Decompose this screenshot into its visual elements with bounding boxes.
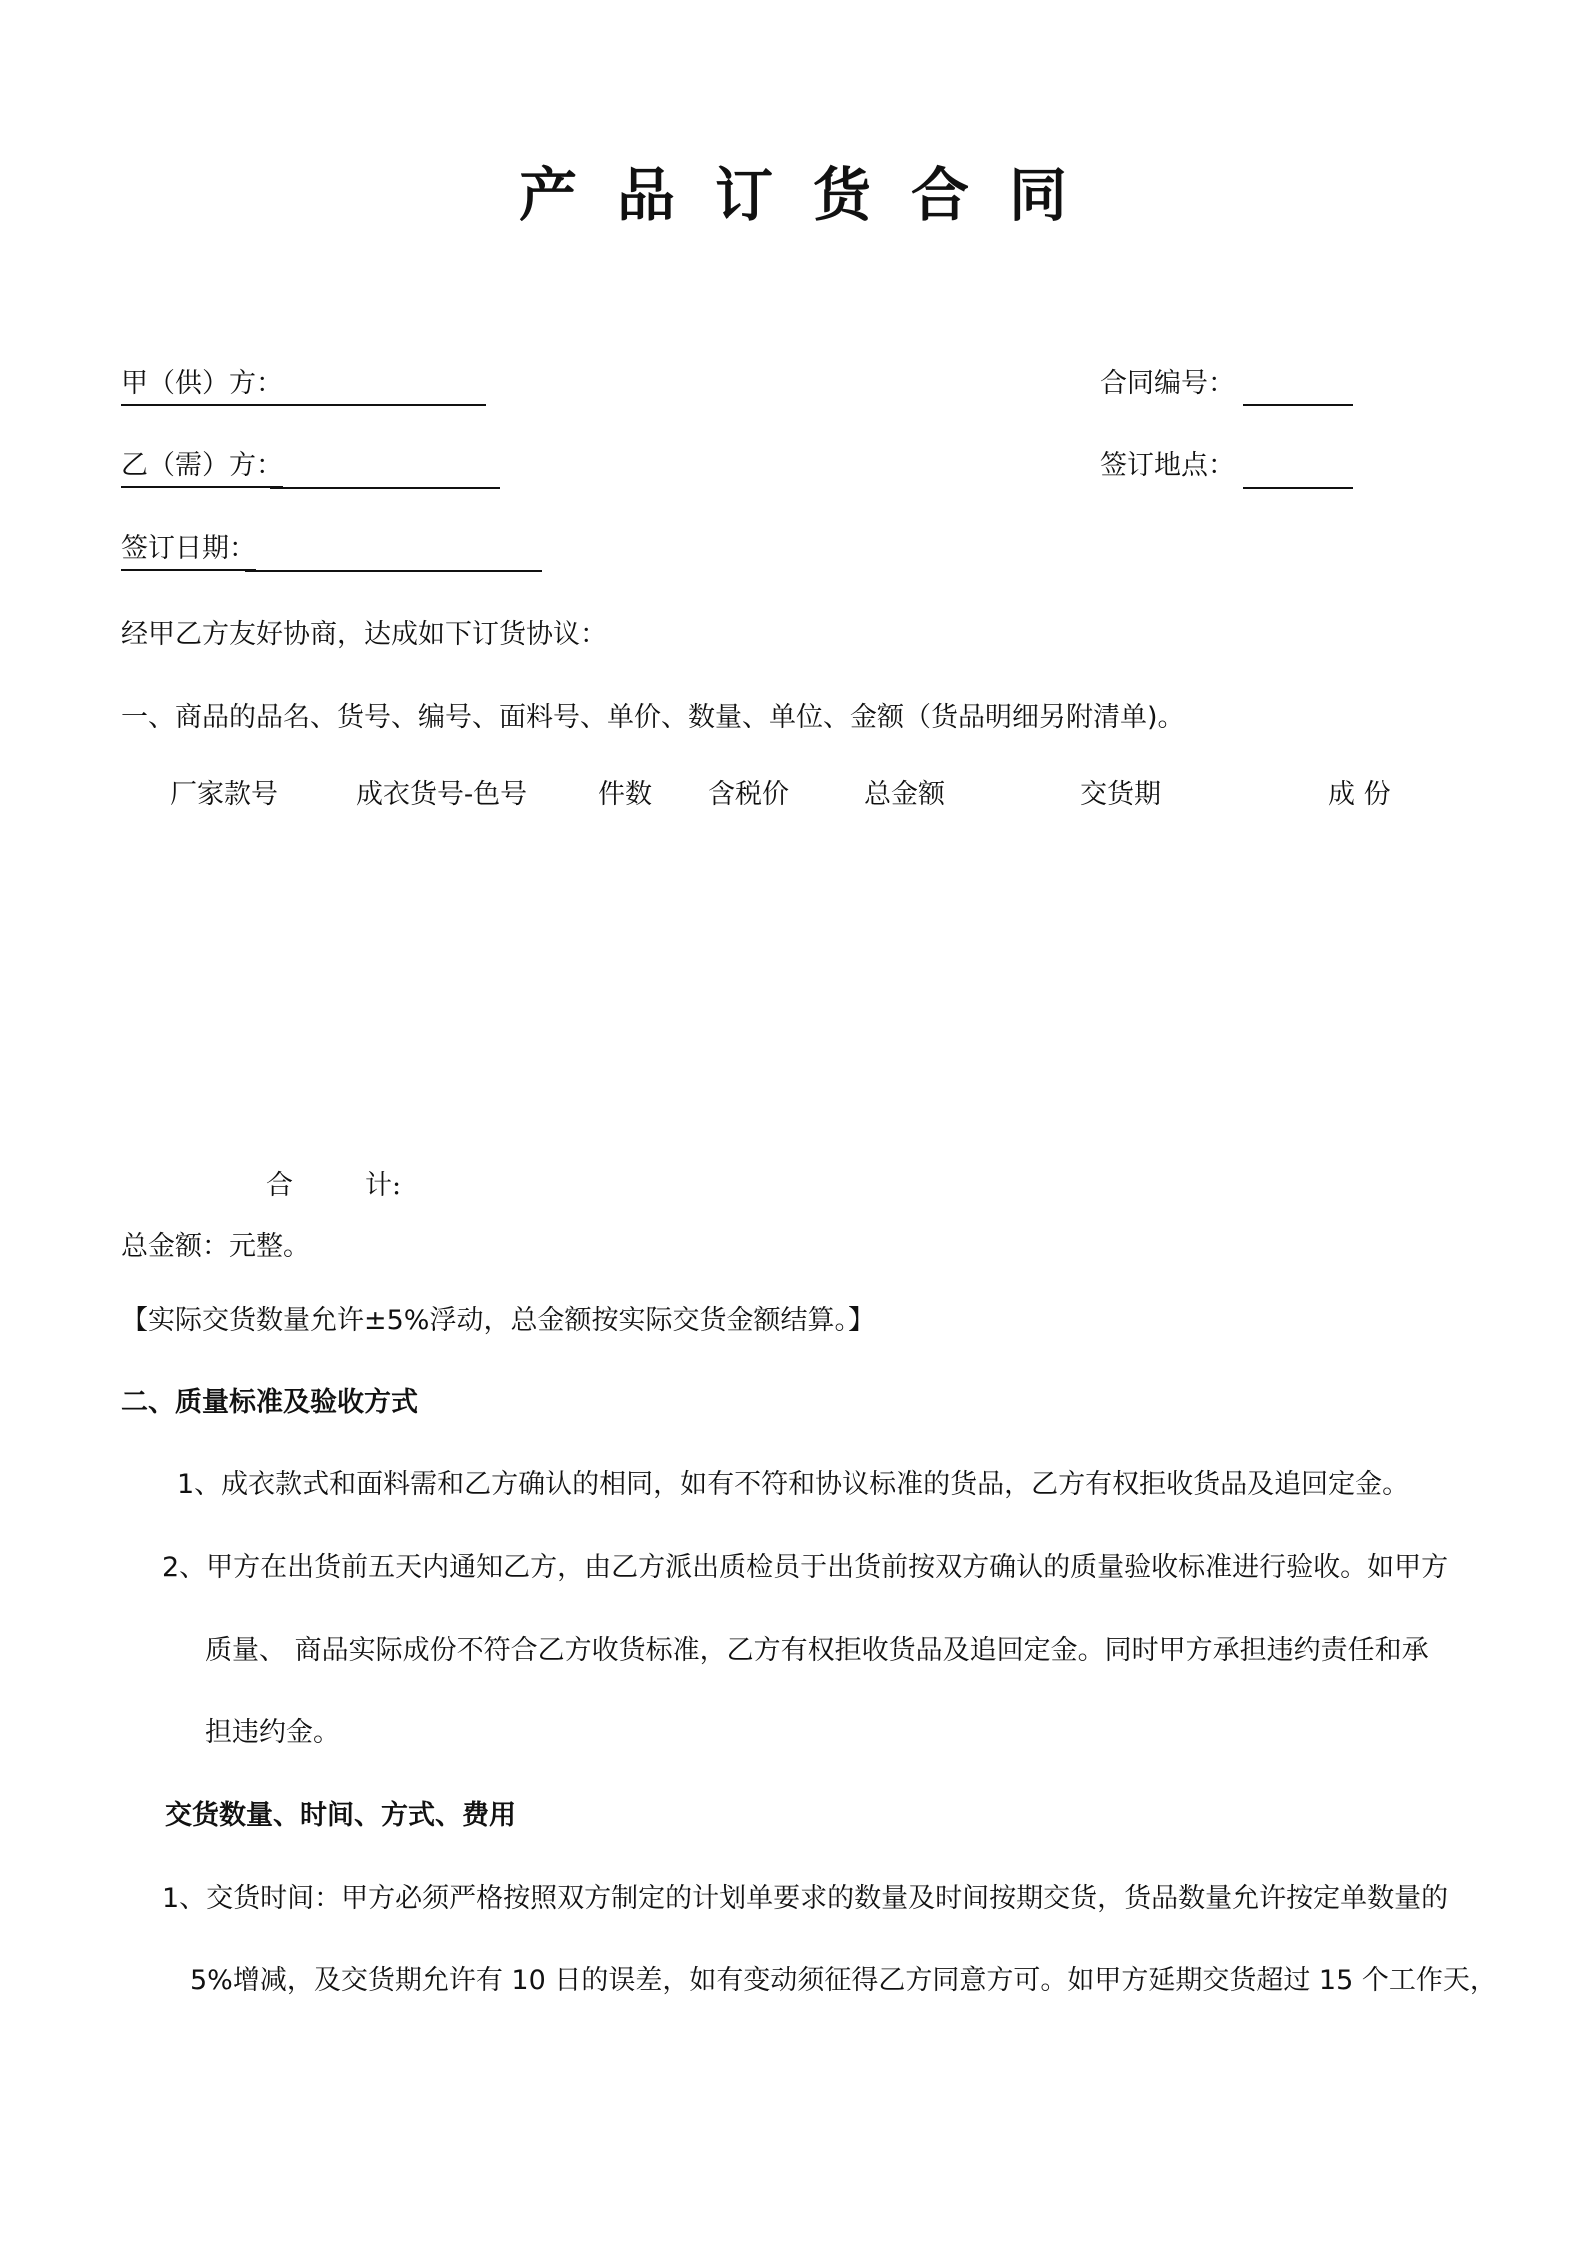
contract-no-label: 合同编号：: [1100, 368, 1235, 399]
section2-item1: 1、成衣款式和面料需和乙方确认的相同，如有不符和协议标准的货品，乙方有权拒收货品及追回定金。: [177, 1469, 1410, 1500]
section3-item1-line2: 5%增减，及交货期允许有 10 日的误差，如有变动须征得乙方同意方可。如甲方延期交货超过 15 个工作天，: [190, 1965, 1497, 1996]
page-title: 产品订货合同: [518, 161, 1107, 229]
intro-text: 经甲乙方友好协商，达成如下订货协议：: [121, 619, 607, 650]
section2-item2-line3: 担违约金。: [205, 1717, 340, 1748]
sign-place-label: 签订地点：: [1100, 450, 1235, 481]
section2-heading: 二、质量标准及验收方式: [121, 1387, 418, 1418]
section2-item2-line1: 2、甲方在出货前五天内通知乙方，由乙方派出质检员于出货前按双方确认的质量验收标准进行验收。如甲方: [162, 1552, 1449, 1583]
column-header-tax-price: 含税价: [708, 779, 789, 810]
party-a-label: 甲（供）方：: [121, 366, 283, 406]
column-header-item-color: 成衣货号-色号: [356, 779, 528, 810]
quantity-tolerance-note: 【实际交货数量允许±5%浮动，总金额按实际交货金额结算。】: [121, 1305, 875, 1336]
contract-no-field[interactable]: [1243, 404, 1353, 406]
section1-heading: 一、商品的品名、货号、编号、面料号、单价、数量、单位、金额（货品明细另附清单)。: [121, 702, 1185, 733]
column-header-quantity: 件数: [598, 779, 652, 810]
party-b-field[interactable]: [270, 487, 500, 489]
section3-item1-line1: 1、交货时间：甲方必须严格按照双方制定的计划单要求的数量及时间按期交货，货品数量允许按定单数量的: [162, 1883, 1449, 1914]
column-header-composition: 成 份: [1328, 779, 1391, 810]
sign-place-field[interactable]: [1243, 487, 1353, 489]
party-b-label: 乙（需）方：: [121, 448, 283, 488]
column-header-delivery-date: 交货期: [1080, 779, 1161, 810]
total-label-he: 合: [266, 1170, 293, 1201]
total-amount-text: 总金额：元整。: [121, 1231, 310, 1262]
party-a-field[interactable]: [270, 404, 486, 406]
total-label-ji: 计:: [365, 1170, 402, 1201]
sign-date-field[interactable]: [245, 570, 542, 572]
sign-date-label: 签订日期：: [121, 531, 256, 571]
column-header-total-amount: 总金额: [864, 779, 945, 810]
section3-heading: 交货数量、时间、方式、费用: [165, 1800, 516, 1831]
section2-item2-line2: 质量、 商品实际成份不符合乙方收货标准，乙方有权拒收货品及追回定金。同时甲方承担违约责任和承: [205, 1635, 1429, 1666]
column-header-factory-style: 厂家款号: [170, 779, 278, 810]
